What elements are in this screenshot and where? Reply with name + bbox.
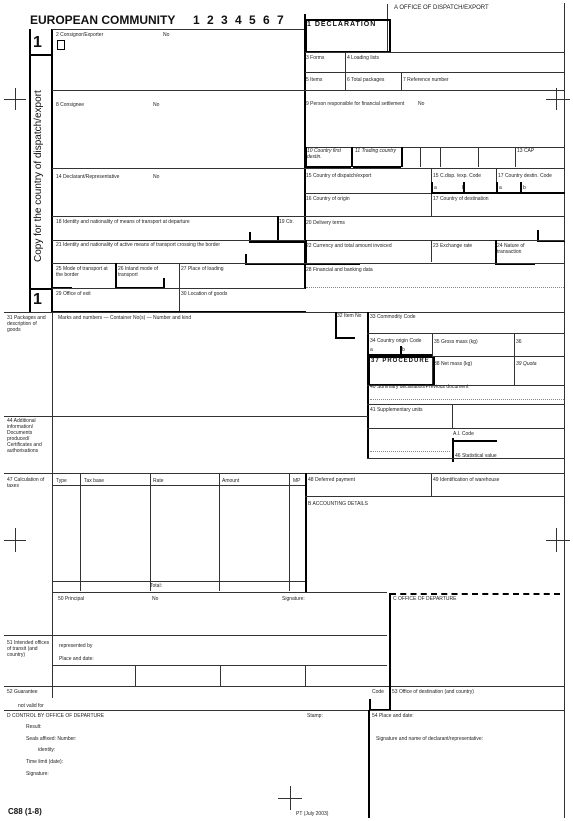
rule <box>431 240 432 262</box>
field-2-no: No <box>163 32 170 38</box>
rule <box>368 710 370 818</box>
rule <box>401 147 403 167</box>
rule <box>367 428 565 429</box>
rule <box>367 333 565 334</box>
left-stub-border <box>29 29 31 312</box>
reg-mark <box>556 528 557 552</box>
rule <box>463 182 465 193</box>
field-8-no: No <box>153 102 160 108</box>
field-2-label: 2 Consignor/Exporter <box>56 32 104 38</box>
rule <box>432 356 565 357</box>
form-title: EUROPEAN COMMUNITY <box>30 13 176 27</box>
field-7-label: 7 Reference number <box>403 77 449 83</box>
sub-b-label-2: b <box>523 185 526 191</box>
copy-number-divider <box>29 54 52 56</box>
field-25-label: 25 Mode of transport at the border <box>56 266 108 278</box>
rule <box>150 473 151 591</box>
reg-mark <box>15 88 16 110</box>
field-50-no: No <box>152 596 159 602</box>
rule <box>52 216 565 217</box>
field-17-label: 17 Country of destination <box>433 196 489 202</box>
rule <box>431 182 433 193</box>
field-51-place: Place and date: <box>59 656 94 662</box>
rule <box>305 473 307 593</box>
field-33-label: 33 Commodity Code <box>370 314 416 320</box>
field-28-label: 28 Financial and banking data <box>306 267 373 273</box>
rule <box>420 147 421 167</box>
rule <box>514 333 515 385</box>
field-50-label: 50 Principal <box>58 596 85 602</box>
rule <box>345 52 346 90</box>
field-26-label: 26 Inland mode of transport <box>118 266 159 278</box>
rule <box>179 288 180 312</box>
field-11-label: 11 Trading country <box>355 148 396 154</box>
rule <box>4 686 565 687</box>
field-C-label: C OFFICE OF DEPARTURE <box>393 596 457 602</box>
field-20-label: 20 Delivery terms <box>306 220 345 226</box>
copy-number-bottom: 1 <box>33 291 42 308</box>
field-54-label: 54 Place and date: <box>372 713 414 719</box>
copy-numbers: 1 2 3 4 5 6 7 <box>193 13 286 27</box>
field-34-label: 34 Country origin Code <box>370 338 422 344</box>
field-21-label: 21 Identity and nationality of active means of transport crossing the border <box>56 242 220 248</box>
field-36-label: 36 <box>516 339 522 345</box>
field-D-seals: Seals affixed: Number: <box>26 736 77 742</box>
rule <box>478 147 479 167</box>
sub-a-label-2: a <box>499 185 502 191</box>
rule <box>431 192 565 194</box>
field-27-label: 27 Place of loading <box>181 266 224 272</box>
rule <box>305 665 306 686</box>
field-54-signature: Signature and name of declarant/representative: <box>376 736 484 742</box>
sub-a-label: a <box>434 185 437 191</box>
rule <box>431 473 432 496</box>
rule <box>305 240 565 241</box>
rule <box>135 665 136 686</box>
field-46-label: 46 Statistical value <box>455 453 497 459</box>
copy-number-divider-bottom <box>29 288 52 290</box>
field-3-label: 3 Forms <box>306 55 325 61</box>
field-D-time-limit: Time limit (date): <box>26 759 64 765</box>
field-16-label: 16 Country of origin <box>306 196 350 202</box>
tax-type-header: Type <box>56 478 67 484</box>
rule <box>367 458 565 459</box>
field-18-label: 18 Identity and nationality of means of transport at departure <box>56 219 190 225</box>
left-goods-border <box>52 312 53 698</box>
form-code: C88 (1-8) <box>8 807 42 816</box>
rule <box>115 263 117 288</box>
field-13-label: 13 CAP <box>517 148 535 154</box>
rule <box>351 147 353 167</box>
field-53-label: 53 Office of destination (and country) <box>392 689 474 695</box>
field-5-label: 5 Items <box>306 77 323 83</box>
field-52-code: Code <box>372 689 384 695</box>
rule <box>305 496 565 497</box>
rule <box>52 485 305 486</box>
field-50-signature: Signature: <box>282 596 305 602</box>
field-51-label: 51 Intended offices of transit (and country) <box>7 640 50 658</box>
field-35-label: 35 Gross mass (kg) <box>434 339 478 345</box>
field-39-label: 39 Quota <box>516 361 537 367</box>
field-40-label: 40 Summary declaration/Previous document <box>370 384 469 390</box>
rule <box>220 665 221 686</box>
field-6-label: 6 Total packages <box>347 77 385 83</box>
rule <box>389 593 391 686</box>
field-38-label: 38 Net mass (kg) <box>434 361 473 367</box>
reg-mark <box>546 99 570 100</box>
rule <box>440 147 441 167</box>
rule <box>4 473 565 474</box>
tax-base-header: Tax base <box>84 478 105 484</box>
field-D-result: Result: <box>26 724 42 730</box>
rule <box>52 29 305 30</box>
field-47-label: 47 Calculation of taxes <box>7 477 45 489</box>
rule <box>4 416 368 417</box>
field-4-label: 4 Loading lists <box>347 55 379 61</box>
rule <box>452 404 453 428</box>
field-10-label: 10 Country first destin. <box>307 148 341 160</box>
field-44-label: 44 Additional information/ Documents produced/ Certificates and authorisations <box>7 418 42 454</box>
rule <box>249 241 306 243</box>
rule <box>179 263 180 288</box>
rule <box>4 710 565 711</box>
right-border <box>564 3 565 818</box>
field-15a-label: 15 C.disp. /exp. Code <box>433 173 482 179</box>
field-52-label: 52 Guarantee <box>7 689 38 695</box>
field-31-label: 31 Packages and description of goods <box>7 315 46 333</box>
field-51-represented: represented by <box>59 643 93 649</box>
field-23-label: 23 Exchange rate <box>433 243 473 249</box>
copy-number: 1 <box>33 34 42 51</box>
field-52-not-valid: not valid for <box>18 703 44 709</box>
rule <box>4 635 387 636</box>
sub-a-label-3: a <box>370 347 373 353</box>
reg-mark <box>546 540 570 541</box>
reg-mark <box>15 528 16 552</box>
reg-mark <box>556 88 557 110</box>
rule <box>163 278 165 288</box>
field-1-label: 1 DECLARATION <box>307 21 377 28</box>
field-8-label: 8 Consignee <box>56 102 85 108</box>
reg-mark <box>290 786 291 810</box>
dotted-rule <box>370 451 450 452</box>
field-22-label: 22 Currency and total amount invoiced <box>306 243 392 249</box>
field-17a-label: 17 Country destin. Code <box>498 173 552 179</box>
rule <box>452 440 497 442</box>
tax-rate-header: Rate <box>153 478 164 484</box>
field-9-no: No <box>418 101 425 107</box>
field-D-signature: Signature: <box>26 771 49 777</box>
field-41-label: 41 Supplementary units <box>370 407 423 413</box>
rule <box>80 473 81 591</box>
rule <box>401 72 402 90</box>
rule <box>4 312 565 313</box>
field-30-label: 30 Location of goods <box>181 291 228 297</box>
rule <box>515 147 516 167</box>
rule <box>305 193 431 194</box>
rule <box>219 473 220 591</box>
field-48-label: 48 Deferred payment <box>308 477 355 483</box>
field-19-label: 19 Ctr. <box>279 219 294 225</box>
dotted-rule <box>306 287 564 288</box>
tax-amount-header: Amount <box>222 478 240 484</box>
field-49-label: 49 Identification of warehouse <box>433 477 500 483</box>
rule <box>369 699 371 710</box>
field-44-ai-code: A.I. Code <box>453 431 474 437</box>
rule <box>367 404 565 405</box>
rule <box>52 90 565 91</box>
rule <box>305 147 307 167</box>
field-31-marks: Marks and numbers — Container No(s) — Number and kind <box>58 315 192 321</box>
field-24-label: 24 Nature of transaction <box>497 243 525 255</box>
field-D-label: D CONTROL BY OFFICE OF DEPARTURE <box>7 713 105 719</box>
rule <box>52 168 565 169</box>
field-14-no: No <box>153 174 160 180</box>
rule <box>389 686 391 710</box>
field-32-label: 32 Item No <box>337 313 362 319</box>
field-D-stamp: Stamp: <box>307 713 323 719</box>
field-D-identity: identity: <box>38 747 56 753</box>
rule <box>52 581 305 582</box>
rule <box>520 182 522 193</box>
left-inner-border <box>51 29 53 312</box>
field-9-label: 9 Person responsible for financial settlement <box>306 101 405 107</box>
rule <box>52 263 565 264</box>
dotted-rule <box>370 399 564 400</box>
office-dispatch-label: A OFFICE OF DISPATCH/EXPORT <box>394 5 489 11</box>
edition: PT (July 2003) <box>296 811 329 817</box>
sub-b-label: b <box>462 185 465 191</box>
field-15-label: 15 Country of dispatch/export <box>306 173 372 179</box>
rule <box>305 240 307 264</box>
rule <box>305 52 565 53</box>
rule <box>496 182 498 193</box>
dashed-rule <box>390 593 560 595</box>
field-14-label: 14 Declarant/Representative <box>56 174 120 180</box>
tax-mp-header: MP <box>293 478 301 484</box>
rule <box>305 72 565 73</box>
rule <box>335 337 355 339</box>
consignor-checkbox[interactable] <box>57 40 65 50</box>
sub-b-label-3: b <box>402 347 405 353</box>
rule <box>289 473 290 591</box>
rule <box>400 346 402 355</box>
rule <box>52 592 387 593</box>
rule <box>52 240 305 241</box>
field-29-label: 29 Office of exit <box>56 291 91 297</box>
tax-total-label: Total: <box>150 583 162 589</box>
side-label: Copy for the country of dispatch/export <box>33 90 44 262</box>
field-B-label: B ACCOUNTING DETAILS <box>308 501 368 507</box>
field-37-label: 37 PROCEDURE <box>371 358 430 364</box>
